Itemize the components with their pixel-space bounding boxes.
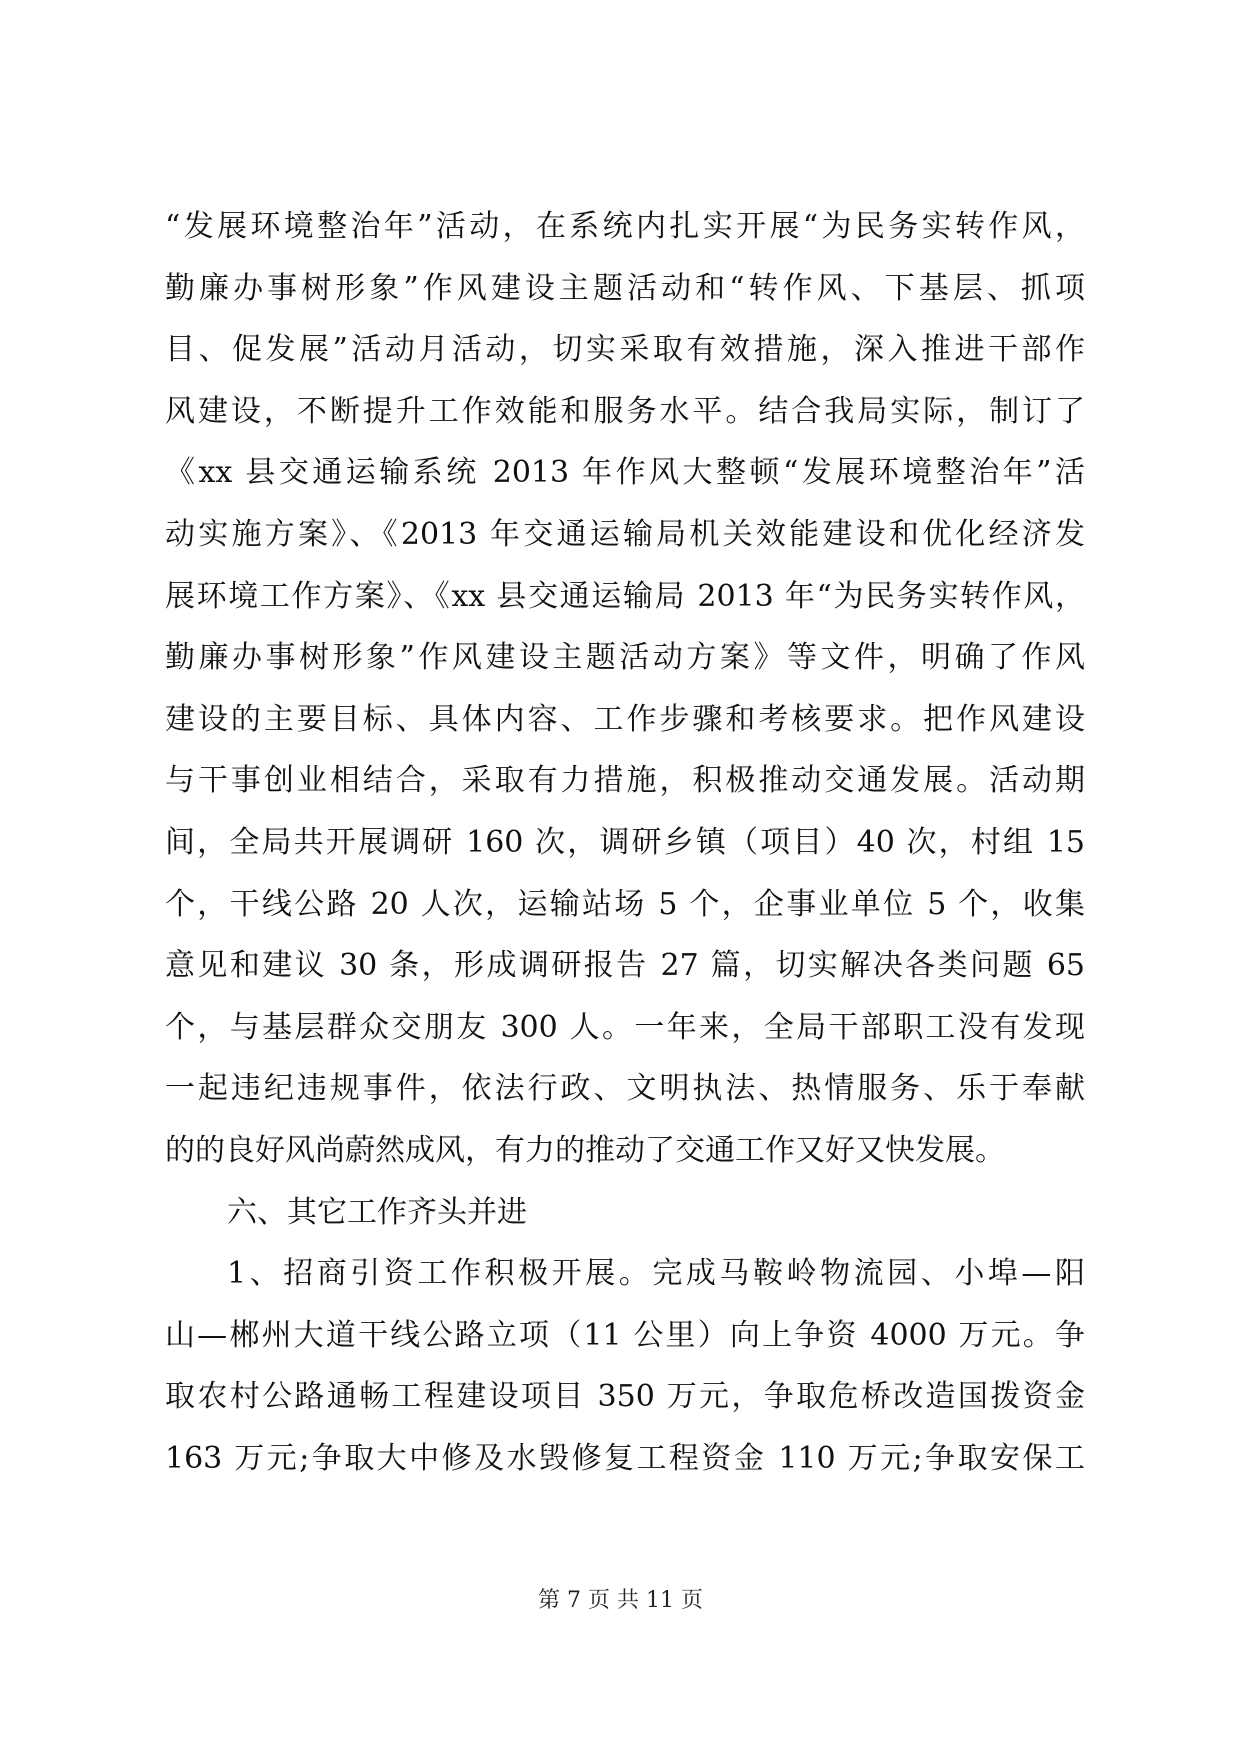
page-number-footer: 第 7 页 共 11 页 (538, 1588, 703, 1613)
text-line: 目、促发展”活动月活动，切实采取有效措施，深入推进干部作 (165, 332, 1085, 368)
text-line: 展环境工作方案》、《xx 县交通运输局 2013 年“为民务实转作风， (165, 578, 1085, 614)
text-line: 的的良好风尚蔚然成风，有力的推动了交通工作又好又快发展。 (165, 1132, 1005, 1168)
text-line: 1、招商引资工作积极开展。完成马鞍岭物流园、小埠—阳 (227, 1256, 1085, 1292)
text-line: 取农村公路通畅工程建设项目 350 万元，争取危桥改造国拨资金 (165, 1379, 1085, 1415)
text-line: 163 万元;争取大中修及水毁修复工程资金 110 万元;争取安保工 (165, 1440, 1085, 1476)
text-line: 《xx 县交通运输系统 2013 年作风大整顿“发展环境整治年”活 (165, 455, 1085, 491)
text-line: 勤廉办事树形象”作风建设主题活动和“转作风、下基层、抓项 (165, 270, 1085, 306)
section-heading: 六、其它工作齐头并进 (227, 1194, 527, 1230)
text-line: 风建设，不断提升工作效能和服务水平。结合我局实际，制订了 (165, 393, 1085, 429)
text-line: 个，干线公路 20 人次，运输站场 5 个，企事业单位 5 个，收集 (165, 886, 1085, 922)
text-line: 个，与基层群众交朋友 300 人。一年来，全局干部职工没有发现 (165, 1009, 1085, 1045)
text-line: 勤廉办事树形象”作风建设主题活动方案》等文件，明确了作风 (165, 640, 1085, 676)
text-line: 一起违纪违规事件，依法行政、文明执法、热情服务、乐于奉献 (165, 1071, 1085, 1107)
text-line: 建设的主要目标、具体内容、工作步骤和考核要求。把作风建设 (165, 701, 1085, 737)
text-line: 与干事创业相结合，采取有力措施，积极推动交通发展。活动期 (165, 763, 1085, 799)
text-line: “发展环境整治年”活动，在系统内扎实开展“为民务实转作风， (165, 209, 1085, 244)
text-line: 山—郴州大道干线公路立项（11 公里）向上争资 4000 万元。争 (165, 1317, 1085, 1353)
text-line: 动实施方案》、《2013 年交通运输局机关效能建设和优化经济发 (165, 516, 1085, 552)
text-line: 意见和建议 30 条，形成调研报告 27 篇，切实解决各类问题 65 (165, 948, 1085, 984)
text-line: 间，全局共开展调研 160 次，调研乡镇（项目）40 次，村组 15 (165, 824, 1085, 860)
document-body (165, 196, 1085, 1489)
